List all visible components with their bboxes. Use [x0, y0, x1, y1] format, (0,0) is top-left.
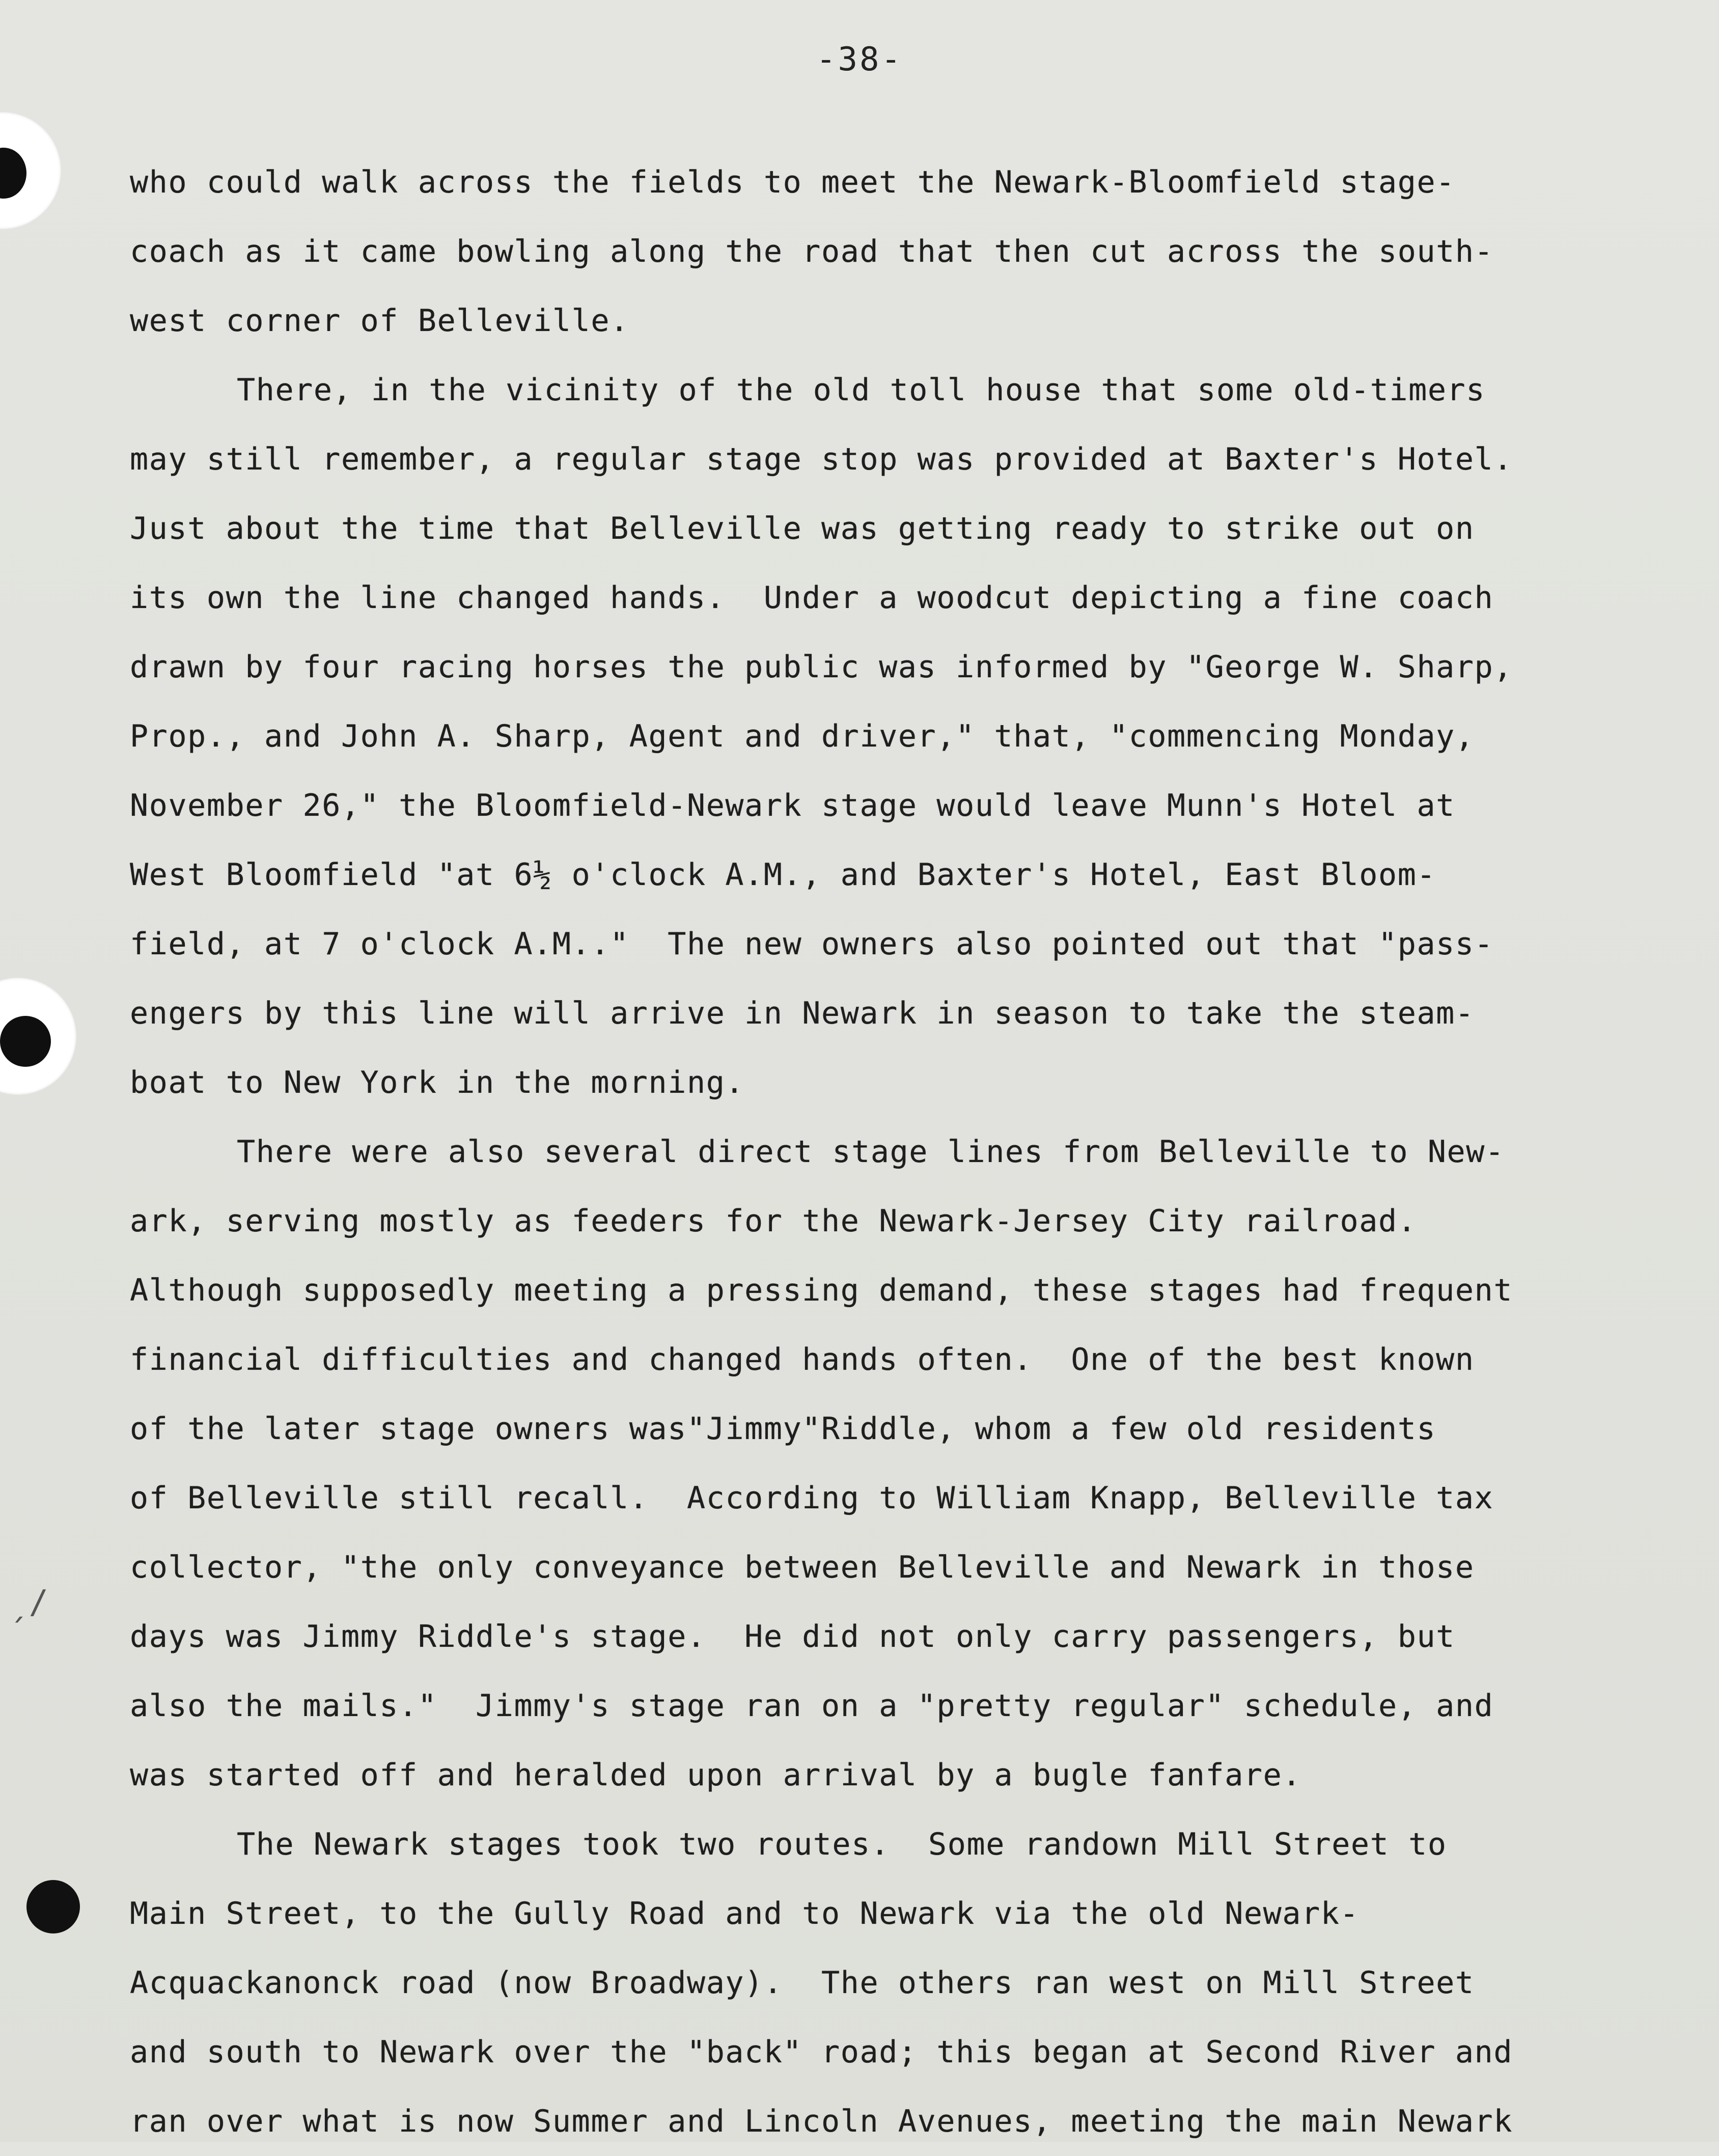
text-line: of Belleville still recall. According to William Knapp, Belleville tax — [130, 1480, 1494, 1516]
text-line: who could walk across the fields to meet the Newark-Bloomfield stage- — [130, 164, 1455, 200]
text-line: coach as it came bowling along the road that then cut across the south- — [130, 234, 1494, 269]
text-line: West Bloomfield "at 6½ o'clock A.M., and Baxter's Hotel, East Bloom- — [130, 857, 1436, 893]
text-line: drawn by four racing horses the public was informed by "George W. Sharp, — [130, 649, 1513, 685]
text-line: also the mails." Jimmy's stage ran on a "pretty regular" schedule, and — [130, 1688, 1494, 1724]
text-line: There, in the vicinity of the old toll house that some old-timers — [237, 372, 1485, 408]
text-line: ark, serving mostly as feeders for the Newark-Jersey City railroad. — [130, 1203, 1417, 1239]
page-number: -38- — [816, 41, 903, 78]
punch-hole-top — [0, 112, 61, 229]
text-line: collector, "the only conveyance between Belleville and Newark in those — [130, 1550, 1475, 1585]
text-line: west corner of Belleville. — [130, 303, 629, 339]
text-line: Just about the time that Belleville was getting ready to strike out on — [130, 511, 1475, 546]
text-line: Acquackanonck road (now Broadway). The others ran west on Mill Street — [130, 1965, 1475, 2001]
text-line: its own the line changed hands. Under a woodcut depicting a fine coach — [130, 580, 1494, 616]
text-line: and south to Newark over the "back" road; this began at Second River and — [130, 2034, 1513, 2070]
text-line: ran over what is now Summer and Lincoln Avenues, meeting the main Newark — [130, 2104, 1513, 2139]
text-line: November 26," the Bloomfield-Newark stage would leave Munn's Hotel at — [130, 788, 1455, 823]
punch-hole-bottom — [26, 1880, 80, 1933]
text-line: engers by this line will arrive in Newark in season to take the steam- — [130, 996, 1475, 1031]
text-line: financial difficulties and changed hands often. One of the best known — [130, 1342, 1475, 1377]
text-line: The Newark stages took two routes. Some randown Mill Street to — [237, 1827, 1447, 1862]
text-line: of the later stage owners was"Jimmy"Riddle, whom a few old residents — [130, 1411, 1436, 1447]
text-line: days was Jimmy Riddle's stage. He did not only carry passengers, but — [130, 1619, 1455, 1654]
text-line: boat to New York in the morning. — [130, 1065, 745, 1100]
text-line: Although supposedly meeting a pressing demand, these stages had frequent — [130, 1273, 1513, 1308]
margin-pencil-mark: ˏ/ — [9, 1584, 49, 1621]
text-line: was started off and heralded upon arrival by a bugle fanfare. — [130, 1757, 1302, 1793]
text-line: Prop., and John A. Sharp, Agent and driver," that, "commencing Monday, — [130, 718, 1475, 754]
text-line: may still remember, a regular stage stop was provided at Baxter's Hotel. — [130, 441, 1513, 477]
body-text — [130, 148, 1657, 2156]
text-line: There were also several direct stage lines from Belleville to New- — [237, 1134, 1505, 1170]
punch-hole-middle — [0, 978, 76, 1095]
text-line: field, at 7 o'clock A.M.." The new owners also pointed out that "pass- — [130, 926, 1494, 962]
text-line: Main Street, to the Gully Road and to Newark via the old Newark- — [130, 1896, 1360, 1931]
